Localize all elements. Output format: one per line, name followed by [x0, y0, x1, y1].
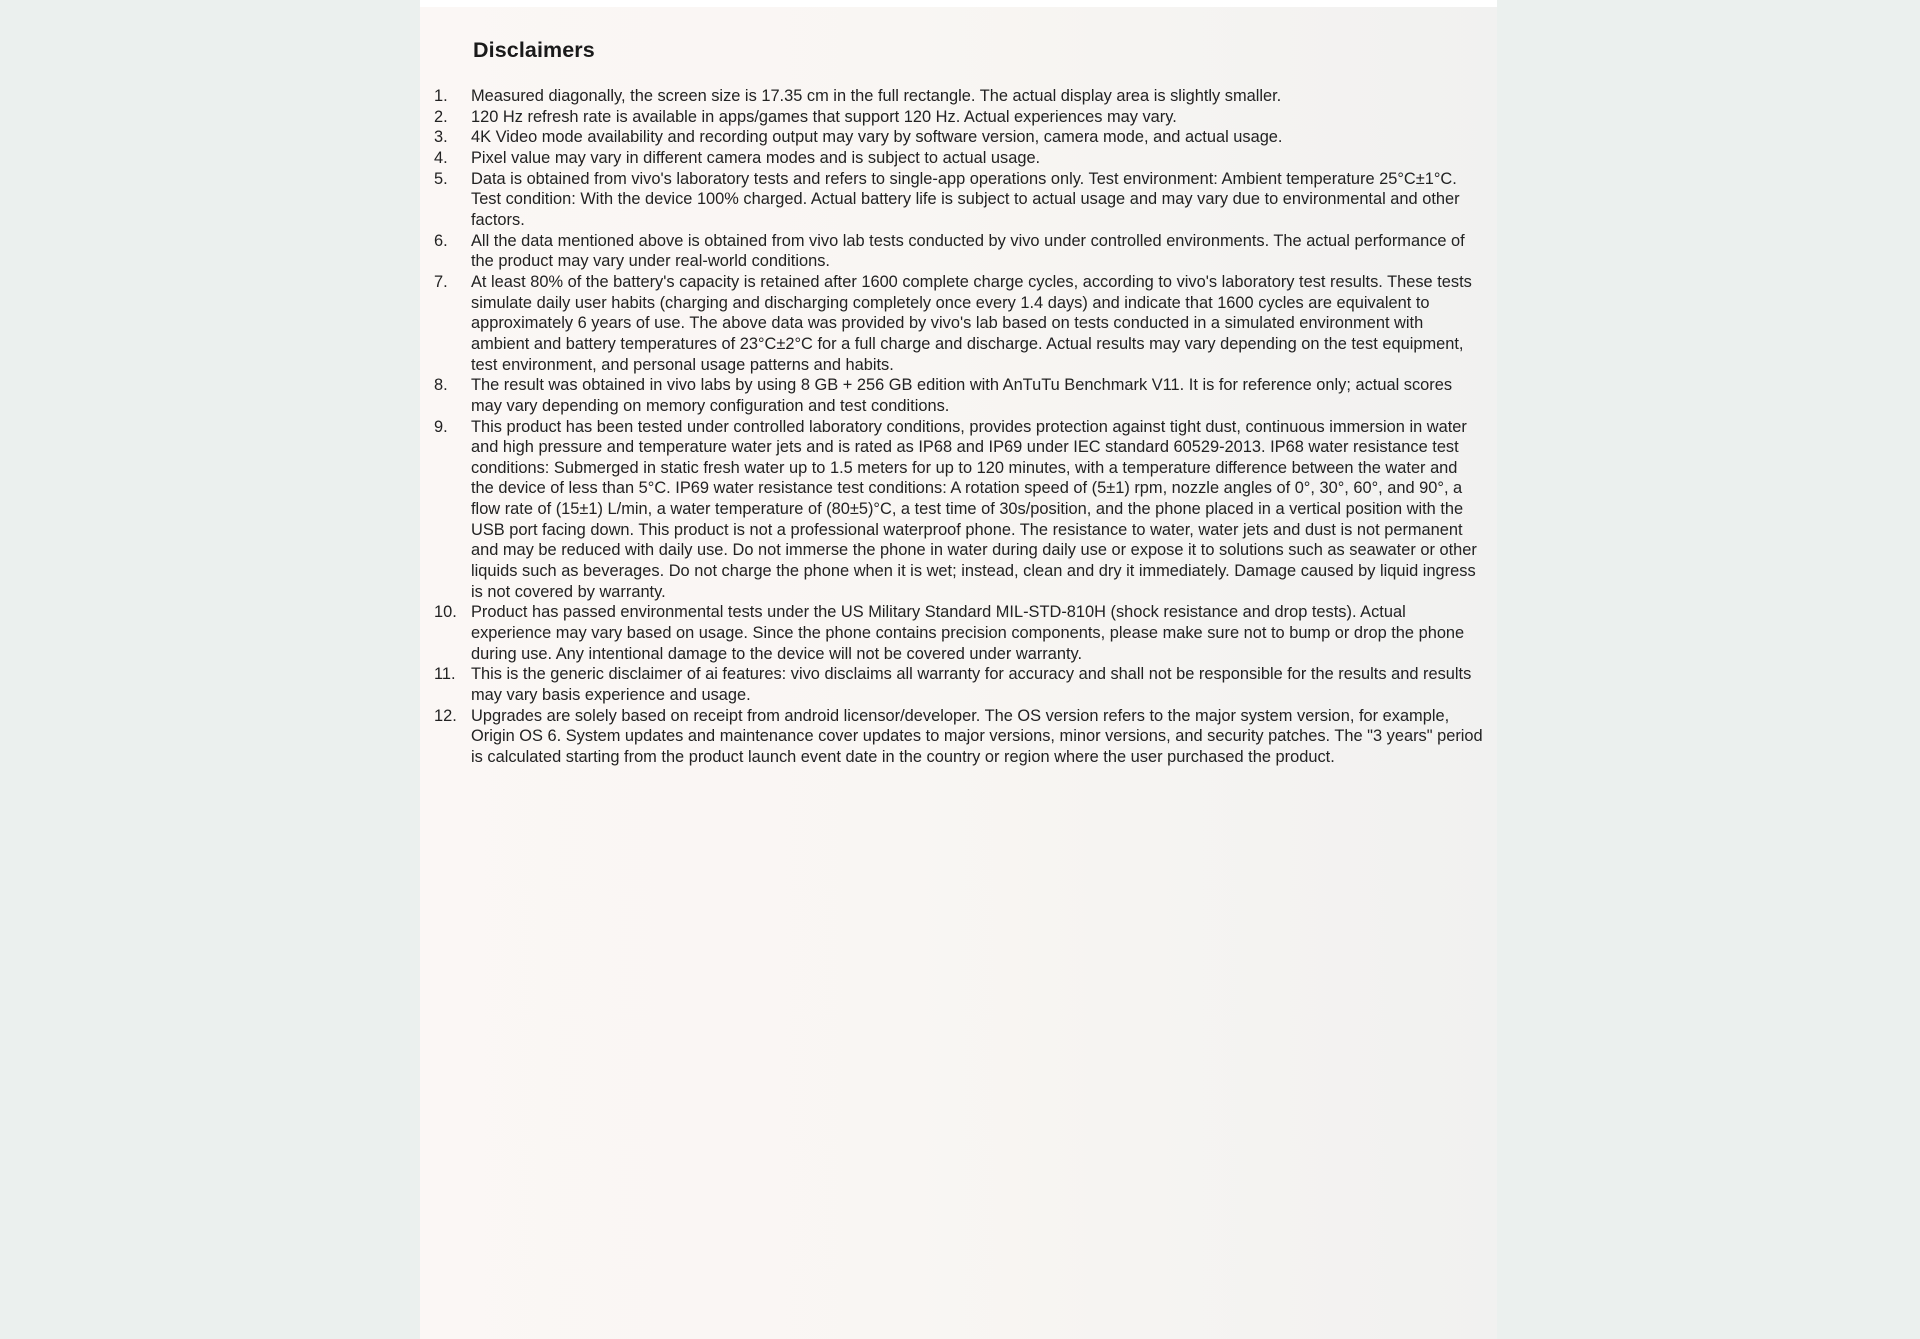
item-text: The result was obtained in vivo labs by using 8 GB + 256 GB edition with AnTuTu Benchmark V11. It is for reference only; actual scores may vary depending on memory configuration and test conditions. [471, 376, 1453, 415]
item-number: 12. [434, 706, 457, 725]
item-number: 6. [434, 231, 448, 250]
item-text: 4K Video mode availability and recording output may vary by software version, camera mode, and actual usage. [471, 128, 1283, 147]
list-item [434, 231, 1484, 272]
item-text: Product has passed environmental tests under the US Military Standard MIL-STD-810H (shock resistance and drop tests). Actual experience may vary based on usage. Since the phone contains precision components, please make sure not to bump or drop the phone during use. Any intentional damage to the device will not be covered under warranty. [471, 603, 1465, 663]
item-text: 120 Hz refresh rate is available in apps/games that support 120 Hz. Actual experiences may vary. [471, 107, 1177, 126]
item-number: 8. [434, 376, 448, 395]
item-text: Upgrades are solely based on receipt from android licensor/developer. The OS version refers to the major system version, for example, Origin OS 6. System updates and maintenance cover updates to major versions, minor versions, and security patches. The "3 years" period is calculated starting from the product launch event date in the country or region where the user purchased the product. [471, 706, 1483, 766]
list-item [434, 148, 1484, 169]
list-item [434, 107, 1484, 128]
item-number: 9. [434, 417, 448, 436]
document-page [420, 0, 1497, 1339]
item-number: 11. [434, 665, 456, 684]
list-item [434, 86, 1484, 107]
page-title: Disclaimers [473, 38, 595, 62]
list-item [434, 706, 1484, 768]
list-item [434, 417, 1484, 603]
item-number: 7. [434, 272, 448, 291]
item-text: Data is obtained from vivo's laboratory tests and refers to single-app operations only. Test environment: Ambient temperature 25°C±1°C. Test condition: With the device 100% charged. Actual battery life is subject to actual usage and may vary due to environmental and other factors. [471, 169, 1460, 229]
list-item [434, 375, 1484, 416]
item-number: 4. [434, 148, 448, 167]
item-text: Pixel value may vary in different camera modes and is subject to actual usage. [471, 148, 1041, 167]
disclaimer-list [434, 86, 1484, 768]
item-text: This product has been tested under controlled laboratory conditions, provides protection against tight dust, continuous immersion in water and high pressure and temperature water jets and is rated as IP68 and IP69 under IEC standard 60529-2013. IP68 water resistance test conditions: Submerged in static fresh water up to 1.5 meters for up to 120 minutes, with a temperature difference between the water and the device of less than 5°C. IP69 water resistance test conditions: A rotation speed of (5±1) rpm, nozzle angles of 0°, 30°, 60°, and 90°, a flow rate of (15±1) L/min, a water temperature of (80±5)°C, a test time of 30s/position, and the phone placed in a vertical position with the USB port facing down. This product is not a professional waterproof phone. The resistance to water, water jets and dust is not permanent and may be reduced with daily use. Do not immerse the phone in water during daily use or expose it to solutions such as seawater or other liquids such as beverages. Do not charge the phone when it is wet; instead, clean and dry it immediately. Damage caused by liquid ingress is not covered by warranty. [471, 417, 1477, 601]
item-text: This is the generic disclaimer of ai features: vivo disclaims all warranty for accuracy and shall not be responsible for the results and results may vary basis experience and usage. [471, 665, 1472, 705]
item-number: 5. [434, 169, 448, 188]
item-text: All the data mentioned above is obtained from vivo lab tests conducted by vivo under controlled environments. The actual performance of the product may vary under real-world conditions. [471, 231, 1465, 271]
page-top-strip [420, 0, 1497, 7]
list-item [434, 664, 1484, 705]
list-item [434, 602, 1484, 664]
list-item [434, 127, 1484, 148]
list-item [434, 272, 1484, 375]
item-number: 2. [434, 107, 448, 126]
item-text: At least 80% of the battery's capacity is retained after 1600 complete charge cycles, according to vivo's laboratory test results. These tests simulate daily user habits (charging and discharging completely once every 1.4 days) and indicate that 1600 cycles are equivalent to approximately 6 years of use. The above data was provided by vivo's lab based on tests conducted in a simulated environment with ambient and battery temperatures of 23°C±2°C for a full charge and discharge. Actual results may vary depending on the test equipment, test environment, and personal usage patterns and habits. [471, 272, 1472, 374]
list-item [434, 169, 1484, 231]
item-number: 1. [434, 87, 448, 105]
item-text: Measured diagonally, the screen size is 17.35 cm in the full rectangle. The actual display area is slightly smaller. [471, 87, 1282, 105]
item-number: 10. [434, 603, 457, 622]
item-number: 3. [434, 128, 448, 147]
